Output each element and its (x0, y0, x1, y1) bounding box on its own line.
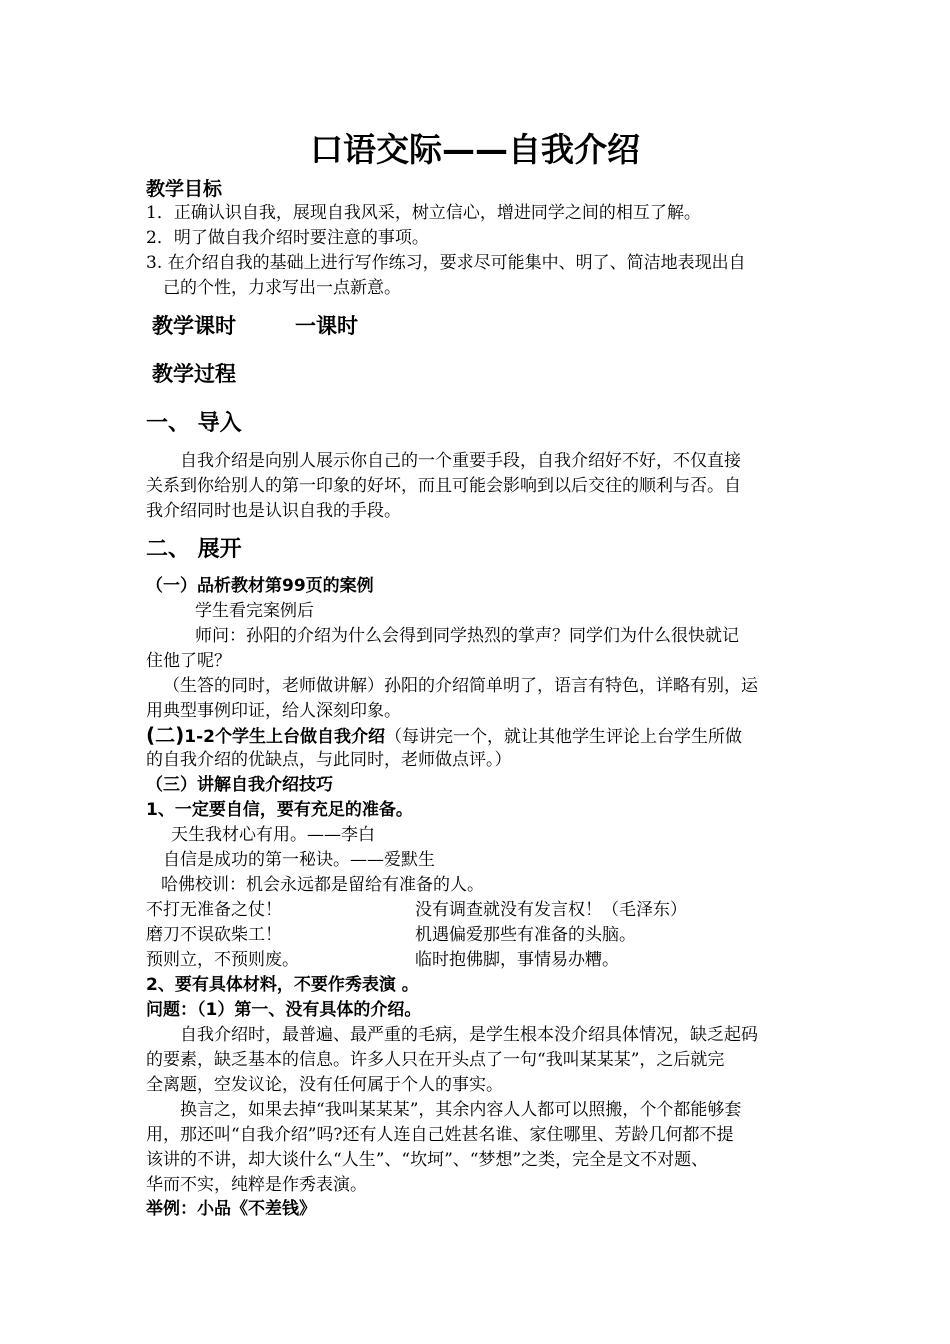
process-heading: 教学过程 (152, 362, 236, 386)
para1-line-2: 的要素，缺乏基本的信息。许多人只在开头点了一句“我叫某某某”，之后就完 (146, 1050, 725, 1070)
section1-heading: 一、 导入 (146, 411, 242, 436)
proverb-1-left: 不打无准备之仗！ (146, 900, 282, 920)
hours-label: 教学课时 (152, 314, 236, 338)
proverb-2-left: 磨刀不误砍柴工！ (146, 925, 282, 945)
section1-line-2: 关系到你给别人的第一印象的好坏，而且可能会影响到以后交往的顺利与否。自 (146, 476, 741, 496)
para1-line-3: 全离题，空发议论，没有任何属于个人的事实。 (146, 1075, 503, 1095)
tip1: 1、一定要自信，要有充足的准备。 (146, 800, 413, 820)
sub2-bold: 1-2个学生上台做自我介绍 (184, 727, 385, 747)
example-line: 举例：小品《不差钱》 (146, 1199, 316, 1219)
sub2-rest: （每讲完一个，就让其他学生评论上台学生所做 (385, 727, 742, 747)
section1-line-1: 自我介绍是向别人展示你自己的一个重要手段，自我介绍好不好，不仅直接 (180, 451, 741, 471)
doc-title: 口语交际——自我介绍 (310, 130, 640, 169)
sub1-line-5: 用典型事例印证，给人深刻印象。 (146, 701, 401, 721)
section1-line-3: 我介绍同时也是认识自我的手段。 (146, 501, 401, 521)
sub3-heading: （三）讲解自我介绍技巧 (146, 775, 333, 795)
objectives-heading: 教学目标 (146, 178, 223, 200)
para1-line-1: 自我介绍时，最普遍、最严重的毛病，是学生根本没介绍具体情况，缺乏起码 (180, 1025, 758, 1045)
hours-value: 一课时 (295, 314, 358, 338)
sub1-line-2: 师问：孙阳的介绍为什么会得到同学热烈的掌声？同学们为什么很快就记 (195, 626, 739, 646)
sub1-line-4: （生答的同时，老师做讲解）孙阳的介绍简单明了，语言有特色，详略有别，运 (163, 676, 758, 696)
para2-line-2: 用，那还叫“自我介绍”吗?还有人连自己姓甚名谁、家住哪里、芳龄几何都不提 (146, 1125, 734, 1145)
sub1-line-1: 学生看完案例后 (195, 601, 314, 621)
sub1-line-3: 住他了呢？ (146, 651, 231, 671)
objective-1: 1．正确认识自我，展现自我风采，树立信心，增进同学之间的相互了解。 (146, 203, 701, 223)
objective-2: 2．明了做自我介绍时要注意的事项。 (146, 228, 429, 248)
proverb-1-right: 没有调查就没有发言权！（毛泽东） (415, 900, 687, 920)
para2-line-1: 换言之，如果去掉“我叫某某某”，其余内容人人都可以照搬，个个都能够套 (180, 1100, 742, 1120)
para2-line-3: 该讲的不讲，却大谈什么“人生”、“坎坷”、“梦想”之类，完全是文不对题、 (146, 1150, 709, 1170)
proverb-2-right: 机遇偏爱那些有准备的头脑。 (415, 925, 636, 945)
sub2-line-2: 的自我介绍的优缺点，与此同时，老师做点评。） (146, 750, 512, 770)
sub1-heading: （一）品析教材第99页的案例 (146, 576, 374, 596)
tip2: 2、要有具体材料，不要作秀表演 。 (146, 975, 419, 995)
objective-3-cont: 己的个性，力求写出一点新意。 (163, 278, 401, 298)
proverb-3-left: 预则立，不预则废。 (146, 950, 299, 970)
quote-1: 天生我材心有用。——李白 (171, 825, 375, 845)
proverb-3-right: 临时抱佛脚，事情易办糟。 (415, 950, 619, 970)
objective-3: 3. 在介绍自我的基础上进行写作练习，要求尽可能集中、明了、简洁地表现出自 (146, 253, 746, 273)
quote-2: 自信是成功的第一秘诀。——爱默生 (163, 850, 435, 870)
para2-line-4: 华而不实，纯粹是作秀表演。 (146, 1175, 367, 1195)
section2-heading: 二、 展开 (146, 537, 242, 562)
sub2-line-1 (146, 723, 742, 749)
sub2-mark: (二) (146, 723, 185, 747)
problem-1: 问题：（1）第一、没有具体的介绍。 (146, 1000, 422, 1020)
quote-3: 哈佛校训：机会永远都是留给有准备的人。 (161, 875, 484, 895)
